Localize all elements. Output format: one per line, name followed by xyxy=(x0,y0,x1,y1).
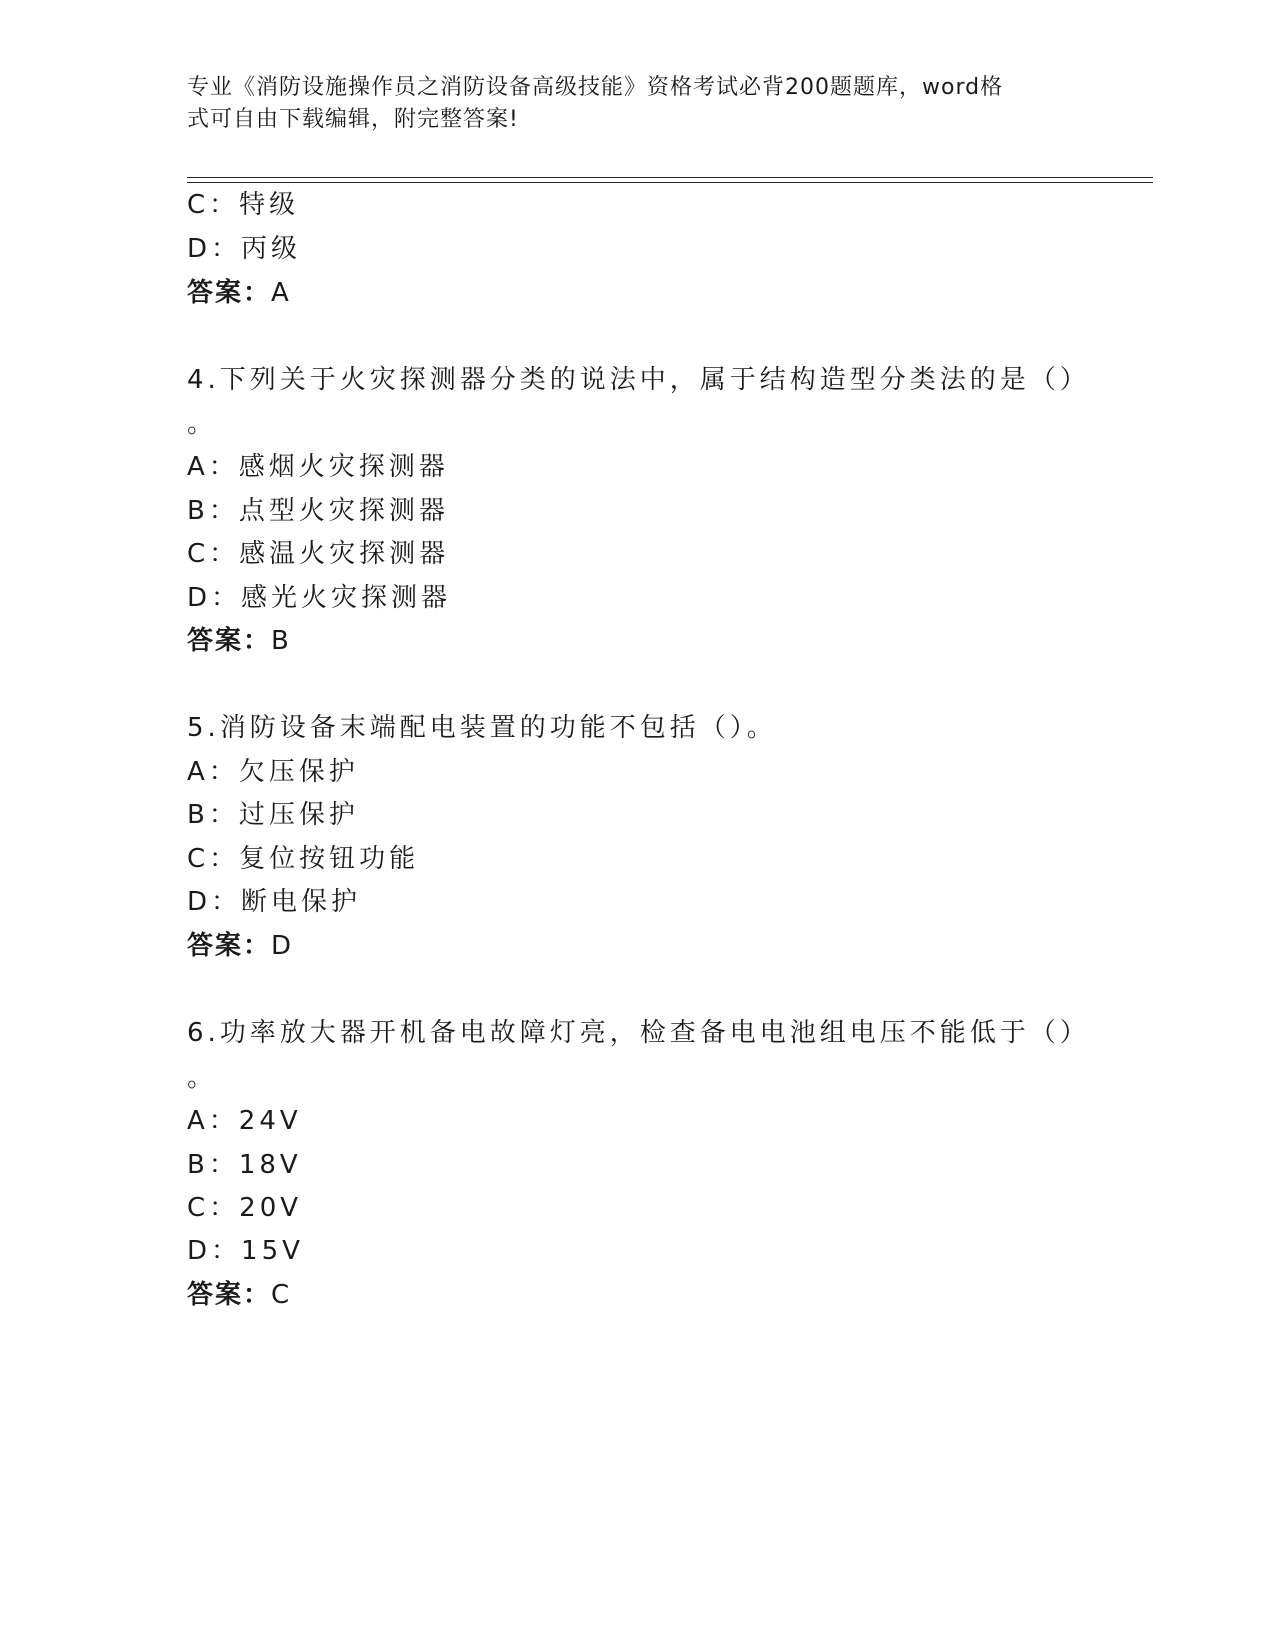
q4-answer xyxy=(187,624,291,658)
q5-stem: 5.消防设备末端配电装置的功能不包括（）。 xyxy=(187,713,777,743)
q5-answer xyxy=(187,929,293,963)
q4-stem: 4.下列关于火灾探测器分类的说法中，属于结构造型分类法的是（） xyxy=(187,365,1090,395)
answer-label: 答案： xyxy=(187,1280,272,1310)
q6-option-a: A：24V xyxy=(187,1106,302,1136)
header-line-1: 专业《消防设施操作员之消防设备高级技能》资格考试必背200题题库，word格 xyxy=(187,75,1004,100)
q5-option-a: A：欠压保护 xyxy=(187,757,359,787)
q6-option-b: B：18V xyxy=(187,1150,302,1180)
q4-option-b: B：点型火灾探测器 xyxy=(187,496,449,526)
header-divider-bottom xyxy=(187,182,1153,183)
q3-option-d: D：丙级 xyxy=(187,234,302,264)
answer-value: D xyxy=(271,931,294,961)
document-header xyxy=(187,72,1067,136)
answer-value: B xyxy=(271,626,291,656)
q3-answer xyxy=(187,276,291,310)
q6-stem-continuation: 。 xyxy=(187,1063,218,1093)
header-divider-top xyxy=(187,177,1153,178)
answer-label: 答案： xyxy=(187,931,272,961)
q6-answer xyxy=(187,1278,291,1312)
header-line-2: 式可自由下载编辑，附完整答案! xyxy=(187,107,519,132)
q4-option-d: D：感光火灾探测器 xyxy=(187,583,452,613)
q3-option-c: C：特级 xyxy=(187,190,300,220)
q6-option-c: C：20V xyxy=(187,1193,303,1223)
q4-option-c: C：感温火灾探测器 xyxy=(187,539,450,569)
q5-option-d: D：断电保护 xyxy=(187,887,362,917)
answer-label: 答案： xyxy=(187,626,272,656)
answer-label: 答案： xyxy=(187,278,272,308)
q6-stem: 6.功率放大器开机备电故障灯亮，检查备电电池组电压不能低于（） xyxy=(187,1018,1090,1048)
answer-value: C xyxy=(271,1280,292,1310)
q4-option-a: A：感烟火灾探测器 xyxy=(187,452,449,482)
q5-option-b: B：过压保护 xyxy=(187,800,359,830)
answer-value: A xyxy=(271,278,291,308)
q5-option-c: C：复位按钮功能 xyxy=(187,844,420,874)
q6-option-d: D：15V xyxy=(187,1236,304,1266)
q4-stem-continuation: 。 xyxy=(187,409,218,439)
